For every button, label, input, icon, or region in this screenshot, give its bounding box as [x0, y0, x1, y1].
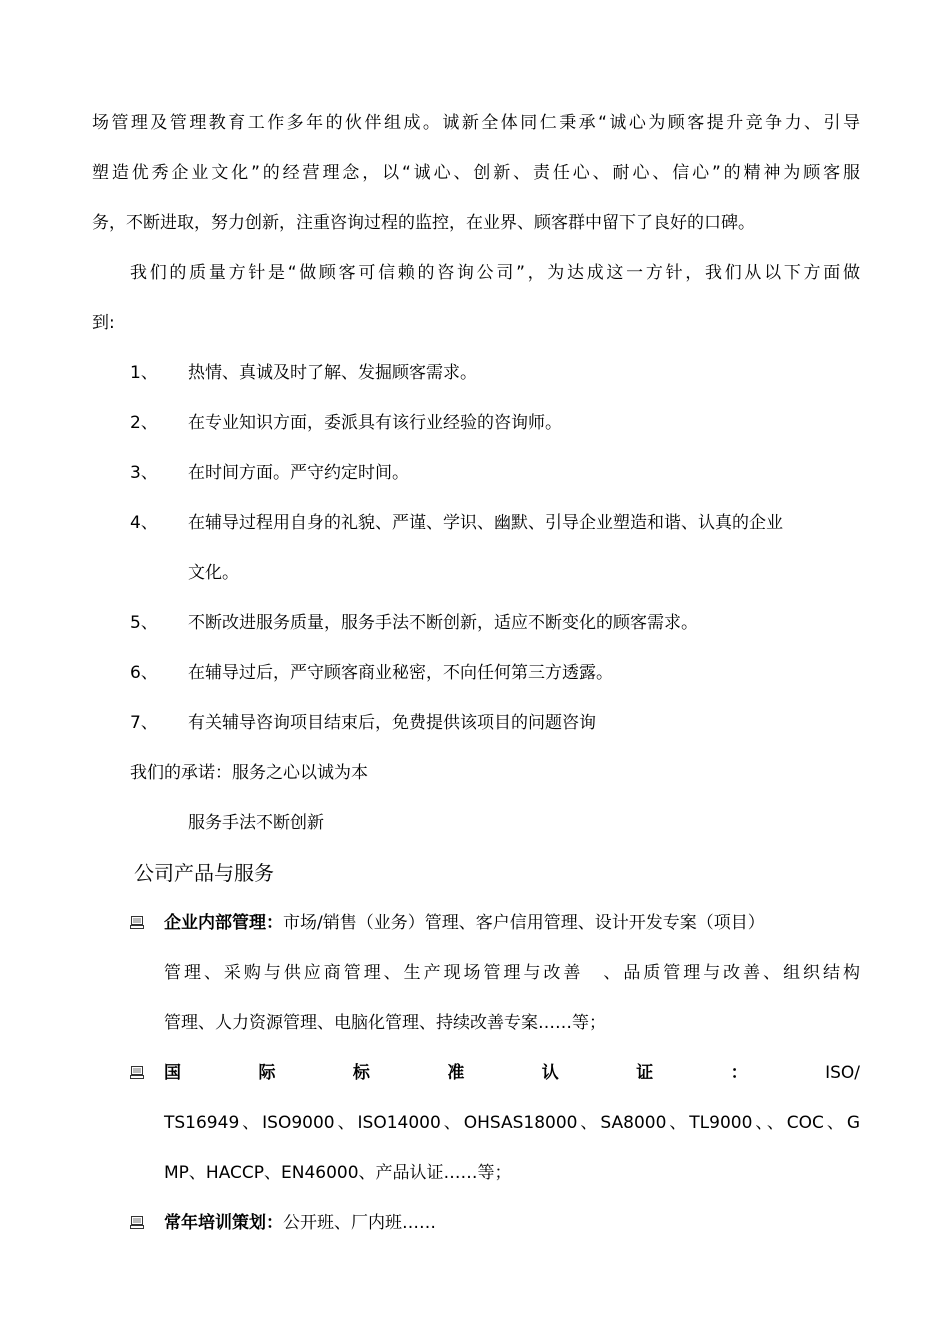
list-item-number: 1、	[130, 363, 158, 383]
service-label-row	[164, 1048, 860, 1098]
service-label-char: 际	[258, 1063, 276, 1083]
intro-paragraph-line: 场管理及管理教育工作多年的伙伴组成。诚新全体同仁秉承“诚心为顾客提升竞争力、引导	[92, 113, 860, 133]
list-item	[92, 698, 860, 748]
service-text-line: 管理、采购与供应商管理、生产现场管理与改善 、品质管理与改善、组织结构	[164, 963, 860, 983]
list-item-number: 7、	[130, 713, 158, 733]
intro-paragraph-line: 塑造优秀企业文化”的经营理念，以“诚心、创新、责任心、耐心、信心”的精神为顾客服	[92, 163, 860, 183]
document-page	[92, 98, 860, 1248]
list-item	[92, 648, 860, 698]
computer-icon	[92, 1198, 164, 1248]
service-text: 市场/销售（业务）管理、客户信用管理、设计开发专案（项目）	[283, 913, 765, 933]
list-item-text: 在辅导过后，严守顾客商业秘密，不向任何第三方透露。	[188, 663, 613, 683]
service-label-char: 标	[352, 1063, 370, 1083]
list-item-text: 在专业知识方面，委派具有该行业经验的咨询师。	[188, 413, 562, 433]
quality-policy-line: 到:	[92, 313, 115, 333]
service-label: 常年培训策划：	[164, 1213, 283, 1233]
service-item	[92, 1048, 860, 1098]
service-text: 公开班、厂内班……	[283, 1213, 436, 1233]
commitment-list	[92, 348, 860, 748]
list-item-number: 3、	[130, 463, 158, 483]
list-item-text: 热情、真诚及时了解、发掘顾客需求。	[188, 363, 477, 383]
service-text-line: MP、HACCP、EN46000、产品认证……等；	[164, 1163, 512, 1183]
list-item-continuation: 文化。	[188, 563, 239, 583]
list-item-number: 5、	[130, 613, 158, 633]
service-label-char: 证	[636, 1063, 654, 1083]
section-title: 公司产品与服务	[134, 861, 274, 885]
service-text-line: 管理、人力资源管理、电脑化管理、持续改善专案……等；	[164, 1013, 606, 1033]
list-item-number: 2、	[130, 413, 158, 433]
intro-paragraph-line: 务，不断进取，努力创新，注重咨询过程的监控，在业界、顾客群中留下了良好的口碑。	[92, 213, 755, 233]
list-item	[92, 448, 860, 498]
service-label-char: 准	[447, 1063, 465, 1083]
promise-line: 我们的承诺：服务之心以诚为本	[130, 763, 368, 783]
promise-line: 服务手法不断创新	[188, 813, 324, 833]
service-item	[92, 898, 860, 1048]
list-item-text: 在辅导过程用自身的礼貌、严谨、学识、幽默、引导企业塑造和谐、认真的企业	[188, 513, 783, 533]
service-label: 企业内部管理：	[164, 913, 283, 933]
list-item	[92, 598, 860, 648]
service-label-char: 国	[164, 1063, 181, 1083]
list-item-number: 4、	[130, 513, 158, 533]
quality-policy-line: 我们的质量方针是“做顾客可信赖的咨询公司”，为达成这一方针，我们从以下方面做	[130, 263, 860, 283]
list-item-text: 有关辅导咨询项目结束后，免费提供该项目的问题咨询	[188, 713, 596, 733]
service-item	[92, 1198, 860, 1248]
list-item	[92, 348, 860, 398]
list-item	[92, 498, 860, 548]
list-item	[92, 398, 860, 448]
list-item-text: 不断改进服务质量，服务手法不断创新，适应不断变化的顾客需求。	[188, 613, 698, 633]
computer-icon	[92, 898, 164, 1048]
service-text-line: TS16949、ISO9000、ISO14000、OHSAS18000、SA8000、TL9000、、COC、G	[164, 1113, 860, 1133]
service-label-char: ：	[730, 1063, 748, 1083]
list-item-text: 在时间方面。严守约定时间。	[188, 463, 409, 483]
service-text: ISO/	[825, 1063, 860, 1083]
service-label-char: 认	[541, 1063, 559, 1083]
list-item-number: 6、	[130, 663, 158, 683]
computer-icon	[92, 1048, 164, 1098]
